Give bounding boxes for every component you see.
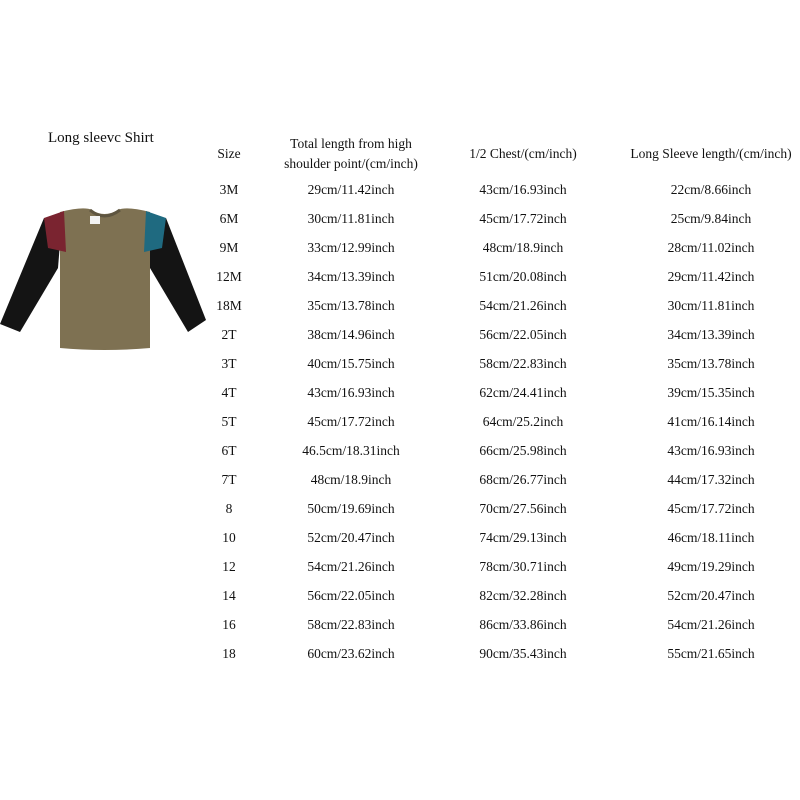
cell-chest: 48cm/18.9inch — [482, 240, 564, 255]
cell-size: 3T — [221, 356, 237, 371]
cell-length: 35cm/13.78inch — [307, 298, 395, 313]
cell-chest: 86cm/33.86inch — [479, 617, 567, 632]
cell-length: 58cm/22.83inch — [307, 617, 395, 632]
cell-chest: 54cm/21.26inch — [479, 298, 567, 313]
cell-length: 48cm/18.9inch — [310, 472, 392, 487]
cell-sleeve: 29cm/11.42inch — [667, 269, 755, 284]
cell-chest: 66cm/25.98inch — [479, 443, 567, 458]
cell-length: 40cm/15.75inch — [307, 356, 395, 371]
cell-sleeve: 45cm/17.72inch — [667, 501, 755, 516]
cell-length: 56cm/22.05inch — [307, 588, 395, 603]
cell-sleeve: 46cm/18.11inch — [667, 530, 755, 545]
table-row — [0, 409, 800, 438]
cell-sleeve: 49cm/19.29inch — [667, 559, 755, 574]
cell-size: 14 — [222, 588, 236, 603]
cell-chest: 78cm/30.71inch — [479, 559, 567, 574]
cell-sleeve: 52cm/20.47inch — [667, 588, 755, 603]
cell-size: 5T — [221, 414, 237, 429]
header-total-length — [268, 134, 434, 174]
header-size: Size — [217, 146, 241, 161]
table-row — [0, 438, 800, 467]
cell-length: 45cm/17.72inch — [307, 414, 395, 429]
cell-chest: 45cm/17.72inch — [479, 211, 567, 226]
cell-chest: 70cm/27.56inch — [479, 501, 567, 516]
table-row — [0, 554, 800, 583]
cell-chest: 90cm/35.43inch — [479, 646, 567, 661]
cell-chest: 82cm/32.28inch — [479, 588, 567, 603]
cell-size: 16 — [222, 617, 236, 632]
cell-length: 60cm/23.62inch — [307, 646, 395, 661]
cell-length: 54cm/21.26inch — [307, 559, 395, 574]
cell-sleeve: 34cm/13.39inch — [667, 327, 755, 342]
cell-size: 9M — [219, 240, 239, 255]
cell-sleeve: 54cm/21.26inch — [667, 617, 755, 632]
cell-length: 29cm/11.42inch — [307, 182, 395, 197]
table-row — [0, 293, 800, 322]
cell-size: 12M — [216, 269, 242, 284]
cell-sleeve: 43cm/16.93inch — [667, 443, 755, 458]
cell-size: 6M — [219, 211, 239, 226]
cell-size: 4T — [221, 385, 237, 400]
cell-length: 34cm/13.39inch — [307, 269, 395, 284]
cell-sleeve: 28cm/11.02inch — [667, 240, 755, 255]
cell-length: 52cm/20.47inch — [307, 530, 395, 545]
table-row — [0, 583, 800, 612]
table-row — [0, 351, 800, 380]
header-half-chest: 1/2 Chest/(cm/inch) — [469, 146, 577, 161]
cell-size: 2T — [221, 327, 237, 342]
cell-sleeve: 30cm/11.81inch — [667, 298, 755, 313]
table-row — [0, 322, 800, 351]
cell-size: 12 — [222, 559, 236, 574]
cell-size: 10 — [222, 530, 236, 545]
cell-size: 6T — [221, 443, 237, 458]
table-row — [0, 641, 800, 670]
cell-chest: 51cm/20.08inch — [479, 269, 567, 284]
cell-chest: 64cm/25.2inch — [482, 414, 564, 429]
cell-sleeve: 39cm/15.35inch — [667, 385, 755, 400]
cell-size: 18 — [222, 646, 236, 661]
cell-chest: 43cm/16.93inch — [479, 182, 567, 197]
table-row — [0, 612, 800, 641]
cell-sleeve: 25cm/9.84inch — [670, 211, 752, 226]
cell-chest: 74cm/29.13inch — [479, 530, 567, 545]
cell-chest: 56cm/22.05inch — [479, 327, 567, 342]
table-row — [0, 177, 800, 206]
cell-length: 33cm/12.99inch — [307, 240, 395, 255]
cell-length: 50cm/19.69inch — [307, 501, 395, 516]
cell-length: 46.5cm/18.31inch — [302, 443, 400, 458]
cell-size: 18M — [216, 298, 242, 313]
cell-sleeve: 55cm/21.65inch — [667, 646, 755, 661]
header-sleeve-length: Long Sleeve length/(cm/inch) — [630, 146, 792, 161]
cell-length: 38cm/14.96inch — [307, 327, 395, 342]
cell-length: 30cm/11.81inch — [307, 211, 395, 226]
cell-sleeve: 22cm/8.66inch — [670, 182, 752, 197]
table-row — [0, 235, 800, 264]
header-total-length-line1: Total length from high — [290, 136, 412, 151]
cell-size: 3M — [219, 182, 239, 197]
table-row — [0, 206, 800, 235]
table-row — [0, 264, 800, 293]
cell-chest: 68cm/26.77inch — [479, 472, 567, 487]
cell-size: 7T — [221, 472, 237, 487]
size-table — [0, 177, 800, 670]
cell-chest: 62cm/24.41inch — [479, 385, 567, 400]
cell-length: 43cm/16.93inch — [307, 385, 395, 400]
table-row — [0, 467, 800, 496]
cell-sleeve: 44cm/17.32inch — [667, 472, 755, 487]
cell-chest: 58cm/22.83inch — [479, 356, 567, 371]
table-row — [0, 525, 800, 554]
cell-sleeve: 41cm/16.14inch — [667, 414, 755, 429]
table-row — [0, 496, 800, 525]
product-title: Long sleevc Shirt — [48, 130, 154, 146]
cell-sleeve: 35cm/13.78inch — [667, 356, 755, 371]
table-row — [0, 380, 800, 409]
cell-size: 8 — [225, 501, 233, 516]
header-total-length-line2: shoulder point/(cm/inch) — [284, 156, 418, 171]
